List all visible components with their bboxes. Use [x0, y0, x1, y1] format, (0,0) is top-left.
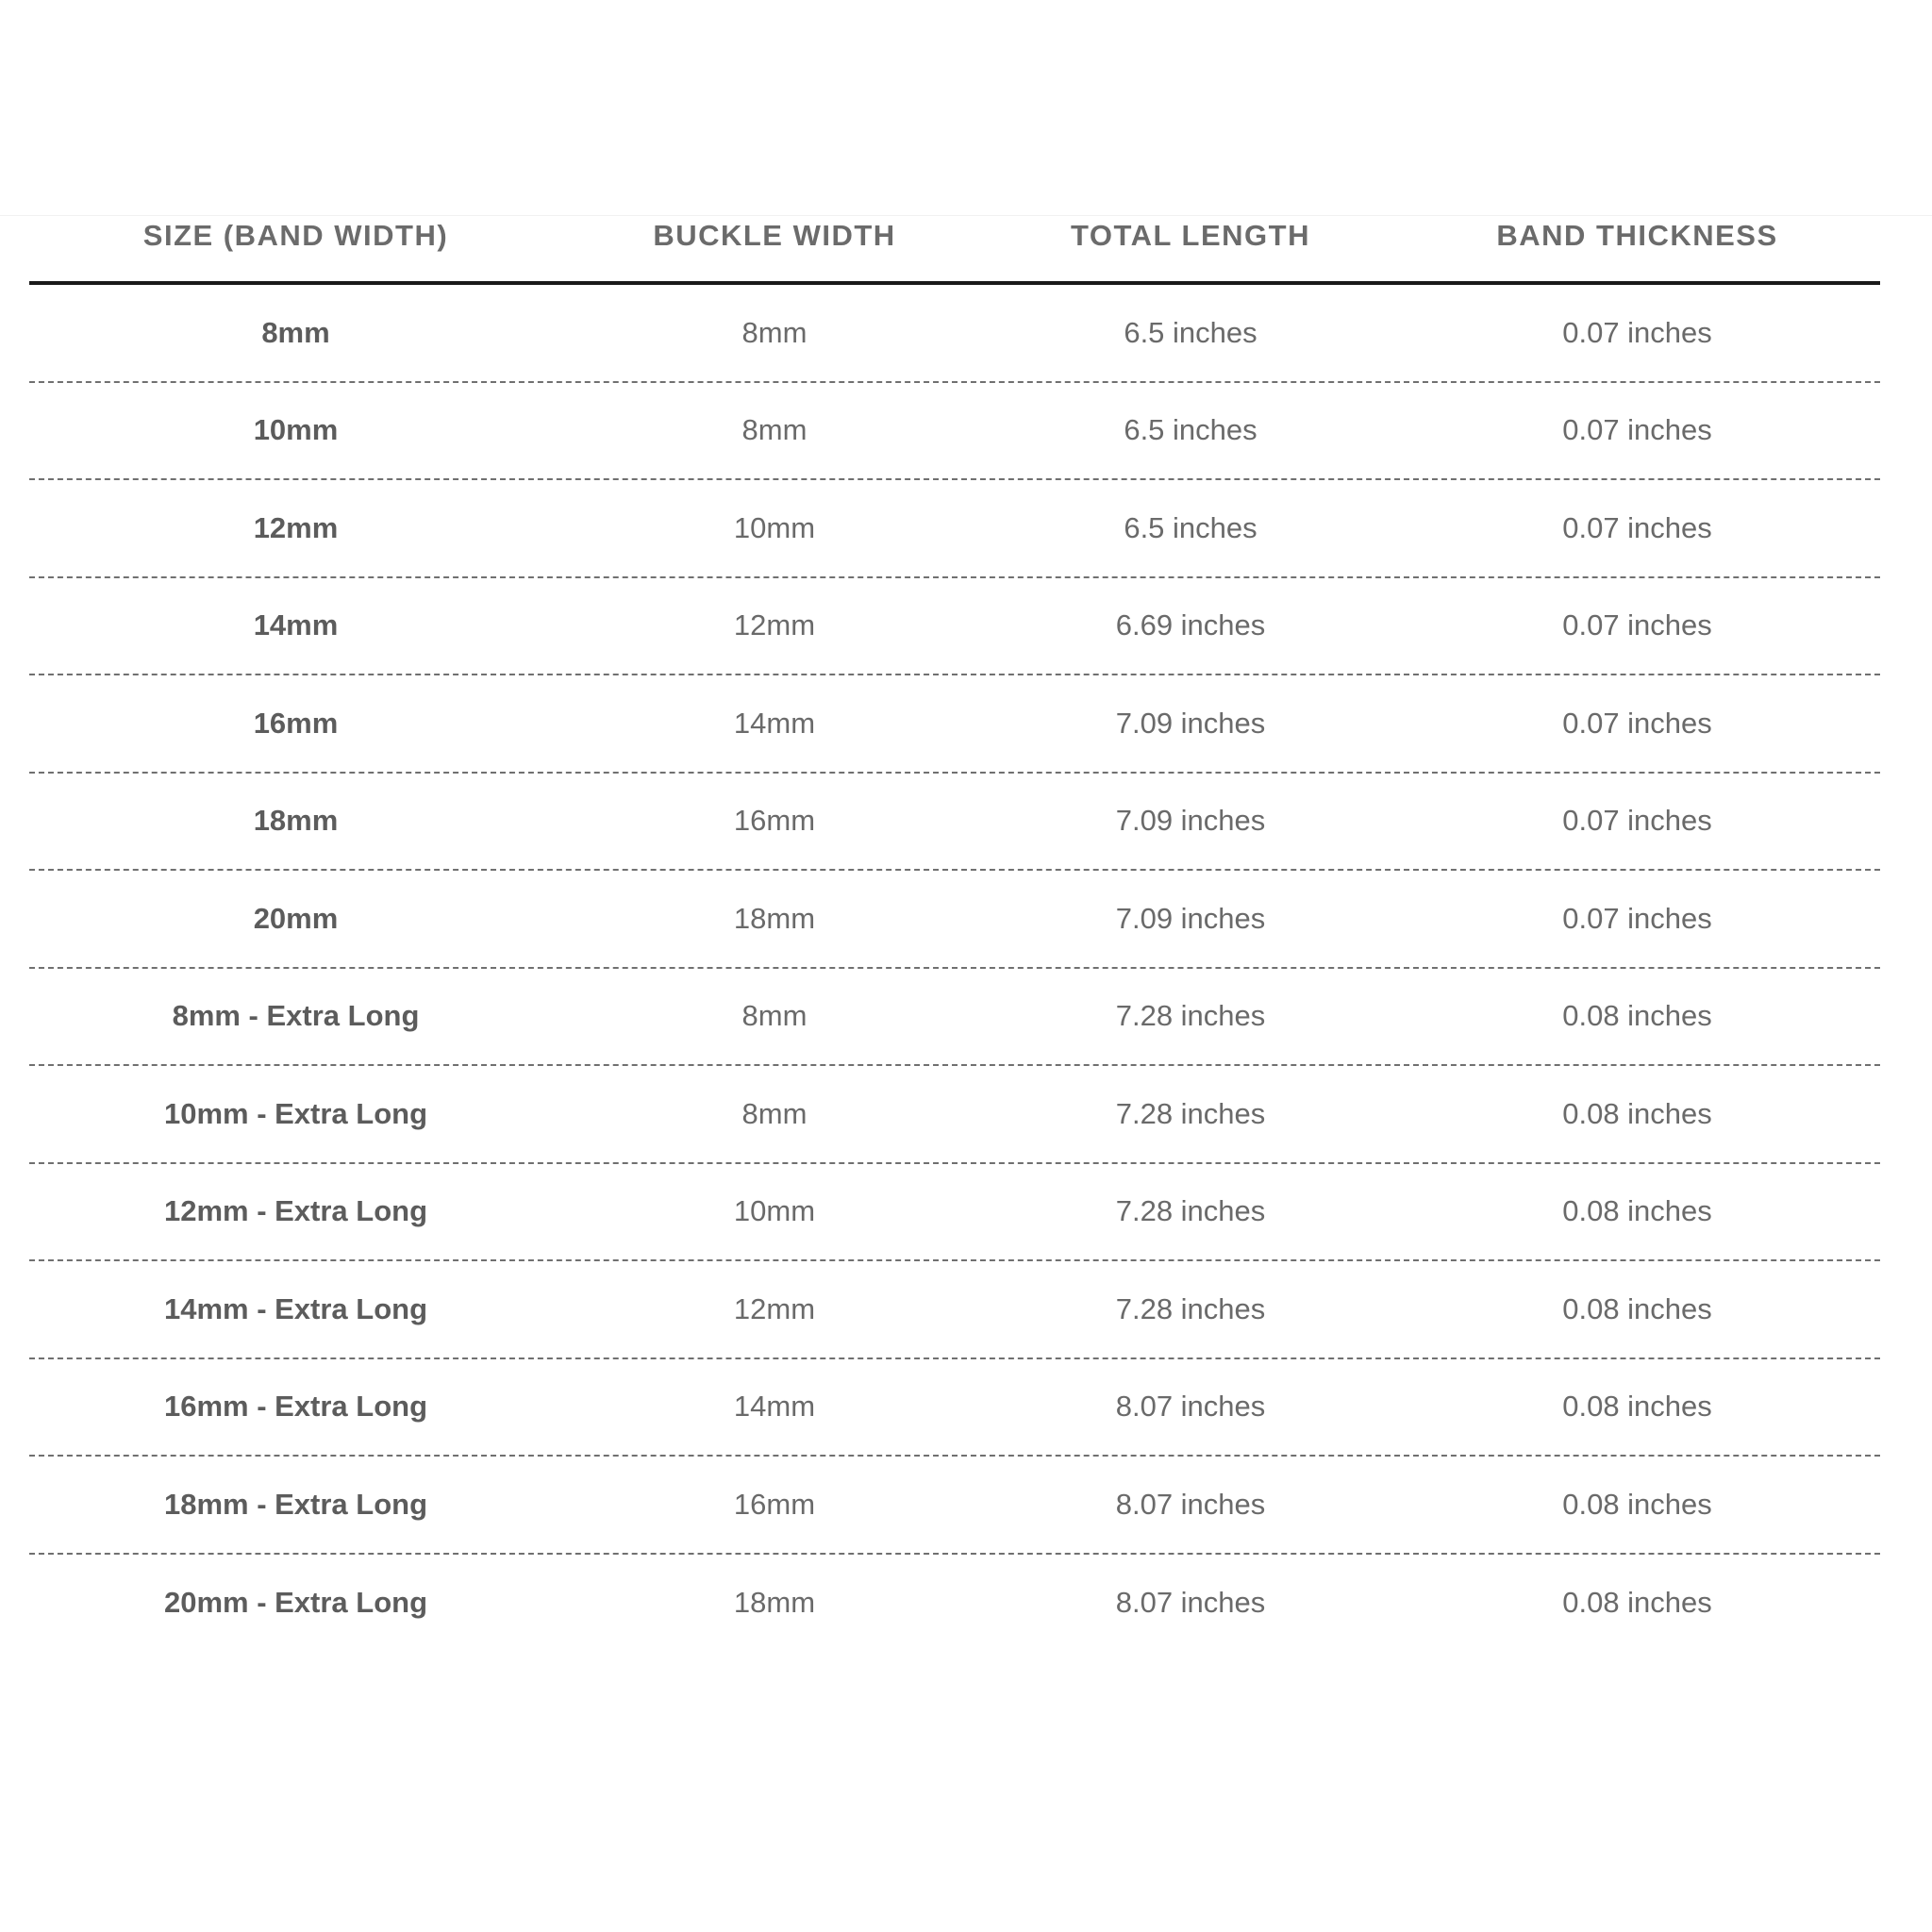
cell-band-thickness: 0.08 inches	[1562, 1487, 1712, 1521]
cell-size: 14mm	[253, 608, 339, 642]
cell-buckle-width: 14mm	[733, 1390, 816, 1424]
cell-total-length: 8.07 inches	[1115, 1487, 1266, 1521]
cell-size: 16mm	[253, 706, 339, 740]
cell-buckle-width: 18mm	[733, 1586, 816, 1620]
cell-total-length: 8.07 inches	[1115, 1586, 1266, 1620]
table-row	[29, 285, 1880, 383]
header-buckle-width: BUCKLE WIDTH	[653, 219, 896, 252]
size-chart-table	[29, 215, 1880, 1652]
cell-size: 8mm	[261, 315, 330, 349]
top-blank-area	[0, 0, 1932, 216]
cell-buckle-width: 18mm	[733, 901, 816, 935]
cell-buckle-width: 8mm	[741, 1096, 808, 1130]
table-row	[29, 1261, 1880, 1359]
cell-total-length: 7.28 inches	[1115, 1194, 1266, 1228]
cell-band-thickness: 0.08 inches	[1562, 1291, 1712, 1325]
table-row	[29, 1164, 1880, 1262]
cell-size: 16mm - Extra Long	[163, 1390, 428, 1424]
table-row	[29, 969, 1880, 1067]
table-row	[29, 383, 1880, 481]
cell-buckle-width: 16mm	[733, 1487, 816, 1521]
cell-size: 10mm	[253, 413, 339, 447]
cell-band-thickness: 0.07 inches	[1562, 804, 1712, 838]
cell-band-thickness: 0.08 inches	[1562, 1586, 1712, 1620]
cell-band-thickness: 0.07 inches	[1562, 510, 1712, 544]
cell-buckle-width: 10mm	[733, 510, 816, 544]
cell-size: 20mm - Extra Long	[163, 1586, 428, 1620]
header-size-band-width: SIZE (BAND WIDTH)	[142, 219, 449, 252]
cell-buckle-width: 16mm	[733, 804, 816, 838]
cell-total-length: 7.28 inches	[1115, 999, 1266, 1033]
table-row	[29, 578, 1880, 676]
header-total-length: TOTAL LENGTH	[1071, 219, 1310, 252]
cell-band-thickness: 0.07 inches	[1562, 413, 1712, 447]
cell-total-length: 6.5 inches	[1124, 315, 1257, 349]
cell-total-length: 7.09 inches	[1115, 706, 1266, 740]
cell-size: 20mm	[253, 901, 339, 935]
table-row	[29, 1457, 1880, 1555]
cell-buckle-width: 8mm	[741, 315, 808, 349]
table-row	[29, 1555, 1880, 1653]
cell-band-thickness: 0.07 inches	[1562, 608, 1712, 642]
cell-total-length: 6.69 inches	[1115, 608, 1266, 642]
cell-size: 18mm	[253, 804, 339, 838]
cell-band-thickness: 0.07 inches	[1562, 706, 1712, 740]
cell-total-length: 7.09 inches	[1115, 901, 1266, 935]
cell-total-length: 7.28 inches	[1115, 1291, 1266, 1325]
cell-total-length: 6.5 inches	[1124, 413, 1257, 447]
cell-band-thickness: 0.08 inches	[1562, 1096, 1712, 1130]
cell-band-thickness: 0.07 inches	[1562, 901, 1712, 935]
cell-size: 12mm - Extra Long	[163, 1194, 428, 1228]
cell-band-thickness: 0.08 inches	[1562, 999, 1712, 1033]
table-row	[29, 480, 1880, 578]
cell-band-thickness: 0.07 inches	[1562, 315, 1712, 349]
cell-band-thickness: 0.08 inches	[1562, 1390, 1712, 1424]
cell-size: 12mm	[253, 510, 339, 544]
cell-total-length: 8.07 inches	[1115, 1390, 1266, 1424]
cell-buckle-width: 12mm	[733, 608, 816, 642]
cell-size: 18mm - Extra Long	[163, 1487, 428, 1521]
table-row	[29, 1066, 1880, 1164]
cell-buckle-width: 8mm	[741, 413, 808, 447]
cell-size: 10mm - Extra Long	[163, 1096, 428, 1130]
cell-buckle-width: 8mm	[741, 999, 808, 1033]
cell-buckle-width: 14mm	[733, 706, 816, 740]
cell-band-thickness: 0.08 inches	[1562, 1194, 1712, 1228]
cell-total-length: 6.5 inches	[1124, 510, 1257, 544]
cell-total-length: 7.28 inches	[1115, 1096, 1266, 1130]
cell-buckle-width: 12mm	[733, 1291, 816, 1325]
cell-size: 14mm - Extra Long	[163, 1291, 428, 1325]
cell-size: 8mm - Extra Long	[172, 999, 420, 1033]
header-band-thickness: BAND THICKNESS	[1496, 219, 1778, 252]
table-body	[29, 285, 1880, 1652]
table-row	[29, 871, 1880, 969]
table-row	[29, 675, 1880, 774]
cell-total-length: 7.09 inches	[1115, 804, 1266, 838]
table-header-row	[29, 215, 1880, 285]
cell-buckle-width: 10mm	[733, 1194, 816, 1228]
table-row	[29, 1359, 1880, 1457]
table-row	[29, 774, 1880, 872]
